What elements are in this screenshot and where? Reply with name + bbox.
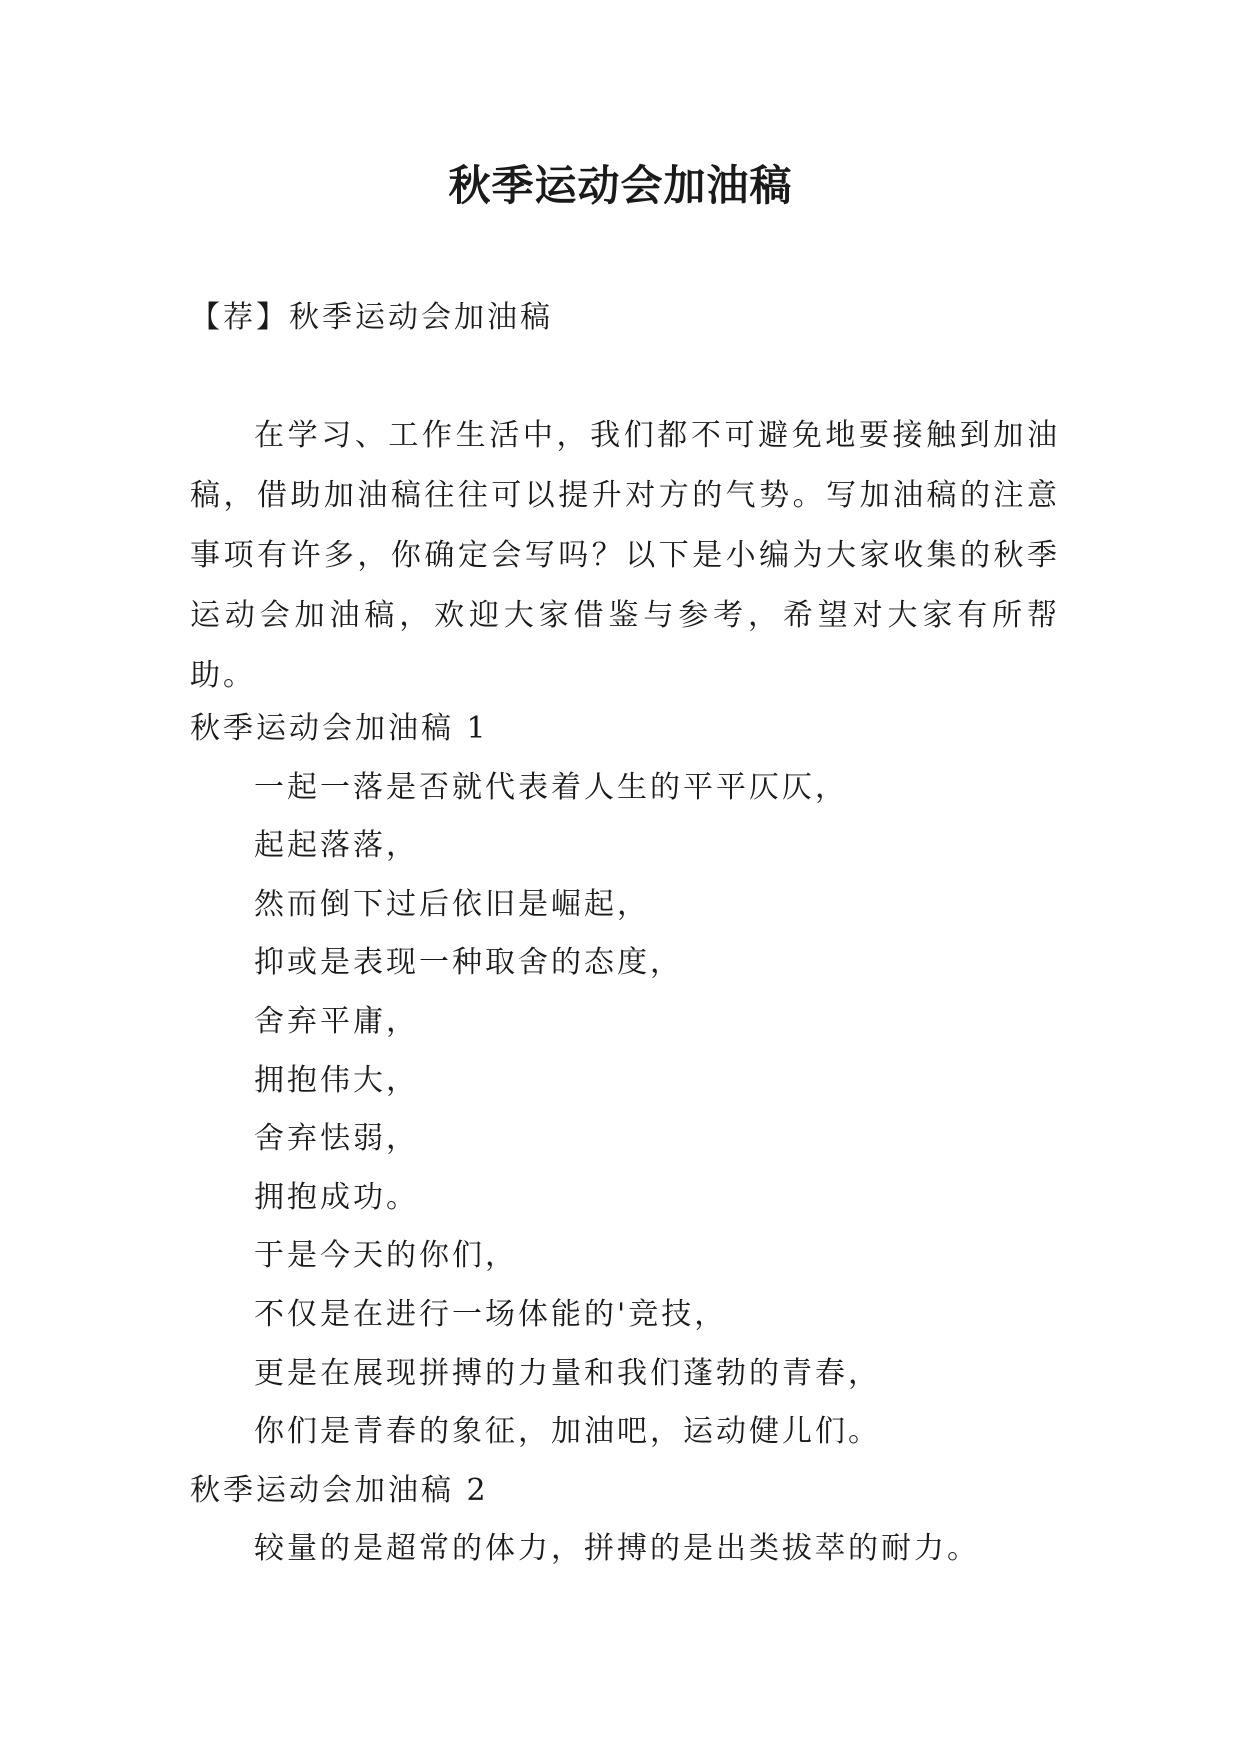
section-heading: 秋季运动会加油稿 2: [190, 1472, 489, 1508]
verse-line: 拥抱伟大，: [254, 1062, 419, 1098]
verse-line: 舍弃怯弱，: [254, 1121, 419, 1157]
section-heading: 秋季运动会加油稿 1: [190, 711, 489, 746]
intro-paragraph: 在学习、工作生活中，我们都不可避免地要接触到加油稿，借助加油稿往往可以提升对方的气势。写加油稿的注意事项有许多，你确定会写吗？以下是小编为大家收集的秋季运动会加油稿，欢迎大家借鉴与参考，希望对大家有所帮助。: [190, 418, 1060, 693]
verse-line: 一起一落是否就代表着人生的平平仄仄，: [254, 769, 848, 805]
verse-line: 更是在展现拼搏的力量和我们蓬勃的青春，: [254, 1355, 881, 1391]
verse-line: 较量的是超常的体力，拼搏的是出类拔萃的耐力。: [254, 1531, 980, 1567]
poem-sections: [190, 700, 1060, 1579]
verse-line: 起起落落，: [254, 828, 419, 864]
verse-line: 抑或是表现一种取舍的态度，: [254, 945, 683, 981]
verse-line: 你们是青春的象征，加油吧，运动健儿们。: [254, 1414, 881, 1450]
verse-line: 不仅是在进行一场体能的'竞技，: [254, 1296, 728, 1332]
verse-line: 然而倒下过后依旧是崛起，: [254, 886, 650, 922]
recommend-line: 【荐】秋季运动会加油稿: [190, 300, 553, 335]
document-title: 秋季运动会加油稿: [448, 161, 793, 210]
verse-line: 拥抱成功。: [254, 1179, 419, 1215]
verse-line: 舍弃平庸，: [254, 1003, 419, 1039]
verse-line: 于是今天的你们，: [254, 1238, 518, 1274]
